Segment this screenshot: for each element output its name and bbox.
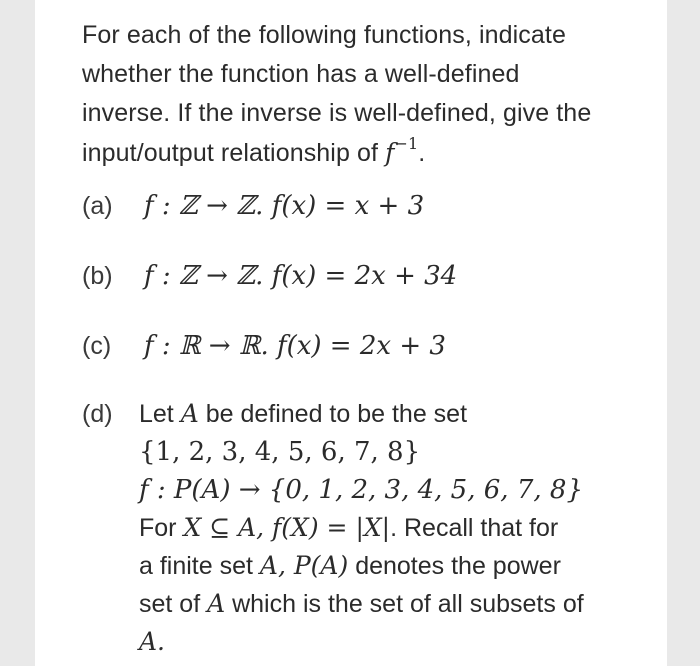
item-b-label: (b): [82, 262, 113, 290]
power-set-symbol: A, P(A): [259, 551, 349, 580]
item-d-line-6: [139, 585, 642, 623]
item-b: [82, 261, 457, 291]
item-a: [82, 191, 424, 221]
item-c: [82, 331, 446, 361]
intro-line-2: whether the function has a well-defined: [82, 60, 520, 88]
item-d-line-6-end: which is the set of all subsets of: [225, 590, 584, 618]
item-d-line-4: [139, 509, 642, 547]
set-a-definition: {1, 2, 3, 4, 5, 6, 7, 8}: [139, 437, 421, 467]
set-a-symbol-2: A: [207, 589, 226, 618]
item-d-body: [139, 395, 642, 661]
set-a-symbol: A: [180, 399, 199, 428]
item-c-expression: f : ℝ → ℝ. f(x) = 2x + 3: [144, 331, 446, 361]
item-d-line-7: A.: [139, 627, 166, 656]
question-intro: [82, 16, 642, 173]
item-d-line-1-end: be defined to be the set: [198, 400, 468, 428]
item-d: [82, 395, 642, 661]
item-d-line-1-text: Let: [139, 400, 181, 428]
item-d-line-4-end: . Recall that for: [390, 514, 559, 542]
item-d-line-4-text: For: [139, 514, 184, 542]
function-definition: f : P(A) → {0, 1, 2, 3, 4, 5, 6, 7, 8}: [139, 475, 583, 505]
intro-line-1: For each of the following functions, indicate: [82, 21, 566, 49]
item-d-line-5: [139, 547, 642, 585]
item-c-label: (c): [82, 332, 112, 360]
item-a-label: (a): [82, 192, 113, 220]
item-d-line-6-text: set of: [139, 590, 208, 618]
intro-line-4-end: .: [418, 139, 426, 167]
item-d-line-5-end: denotes the power: [348, 552, 561, 580]
cardinality-rule: X ⊆ A, f(X) = |X|: [183, 513, 391, 542]
item-d-line-1: [139, 395, 642, 433]
intro-line-3: inverse. If the inverse is well-defined, give the: [82, 99, 592, 127]
inverse-symbol: f: [385, 138, 395, 167]
intro-line-4-text: input/output relationship of: [82, 139, 386, 167]
item-a-expression: f : ℤ → ℤ. f(x) = x + 3: [144, 191, 425, 221]
item-b-expression: f : ℤ → ℤ. f(x) = 2x + 34: [144, 261, 458, 291]
inverse-superscript: −1: [394, 134, 419, 153]
question-card: [35, 0, 667, 666]
intro-line-4: [82, 133, 642, 173]
item-d-line-5-text: a finite set: [139, 552, 260, 580]
item-d-label: (d): [82, 400, 113, 428]
